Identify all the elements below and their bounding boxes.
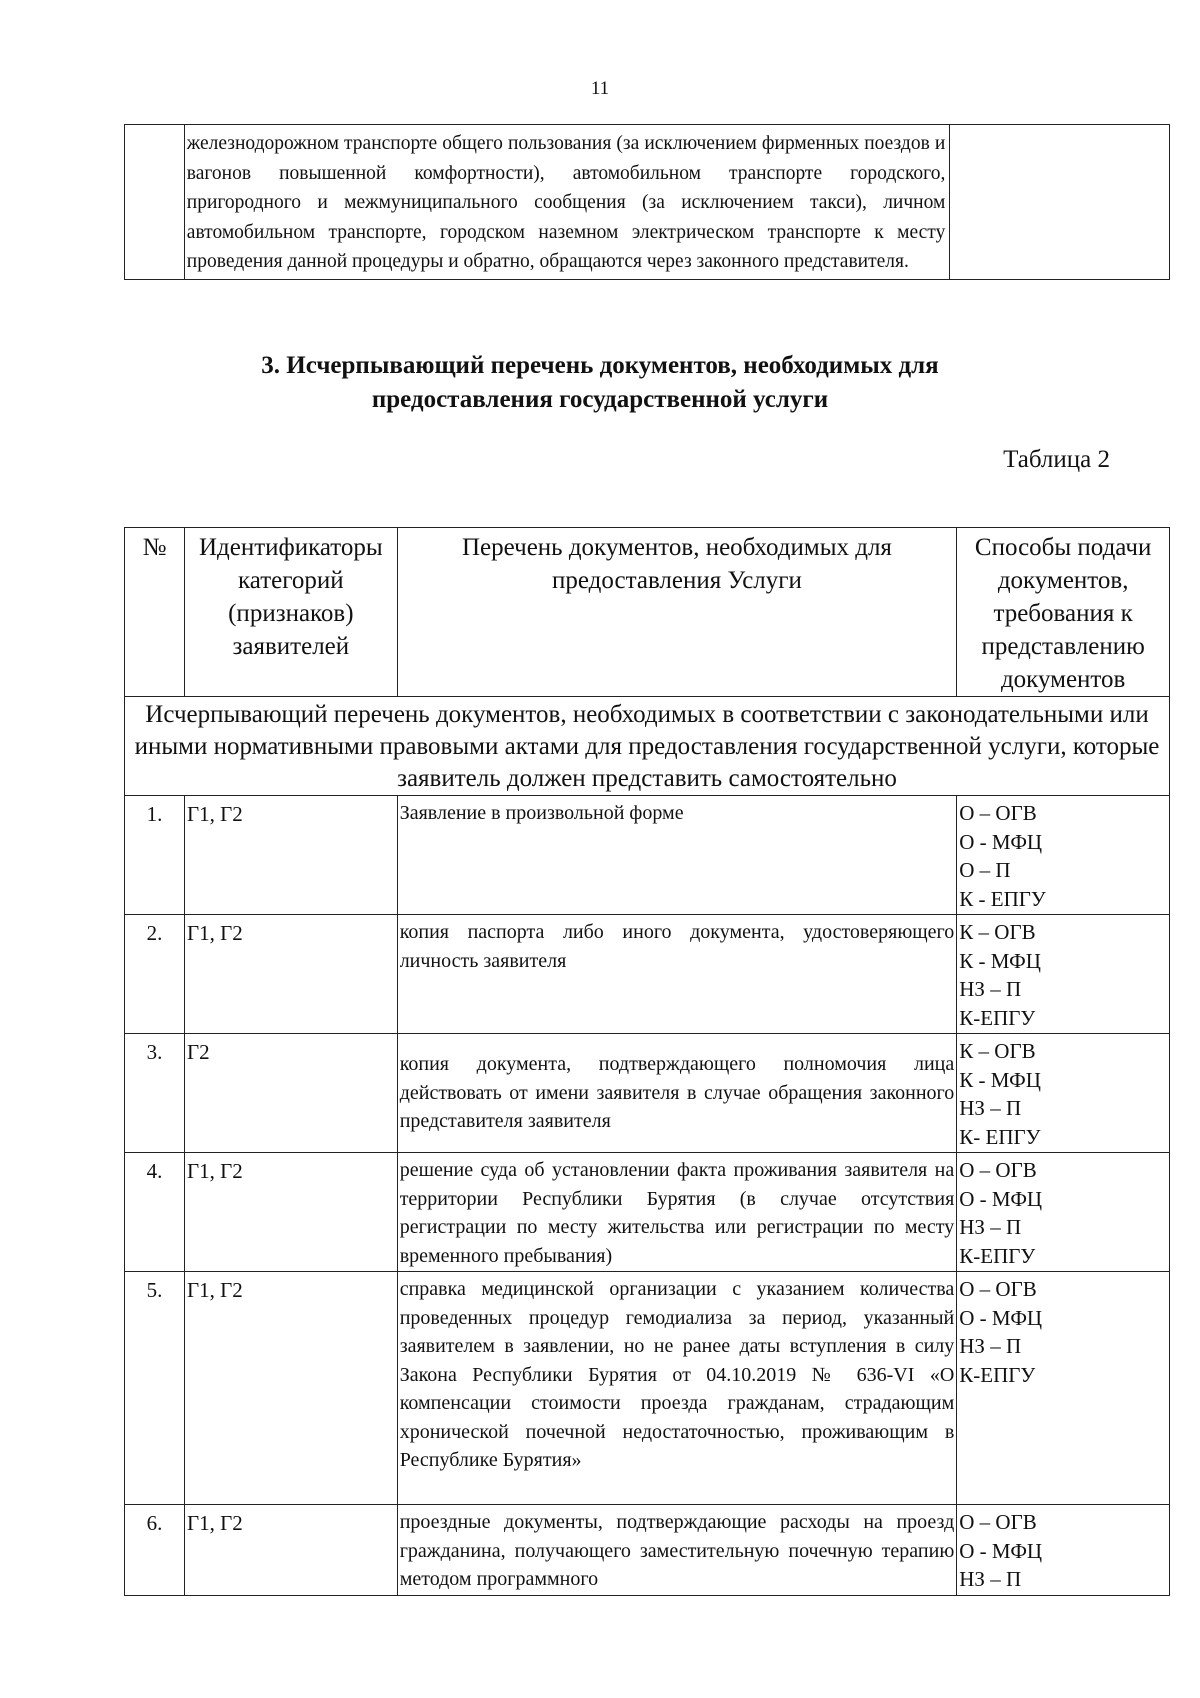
- method-item: О – ОГВ: [959, 1510, 1037, 1534]
- method-item: О - МФЦ: [959, 1305, 1043, 1330]
- method-item: НЗ – П: [959, 977, 1022, 1001]
- row-categories: Г1, Г2: [184, 1505, 397, 1596]
- row-methods: [957, 1034, 1170, 1153]
- page-number: 11: [590, 78, 610, 99]
- method-item: О – ОГВ: [959, 1277, 1037, 1301]
- header-number: №: [125, 528, 185, 697]
- method-item: К - ЕПГУ: [959, 886, 1046, 911]
- empty-cell: [950, 125, 1170, 280]
- table-row: [125, 1272, 1170, 1505]
- method-item: НЗ – П: [959, 1096, 1022, 1120]
- documents-table: [124, 527, 1170, 1596]
- row-categories: Г1, Г2: [184, 796, 397, 915]
- table-row: [125, 1153, 1170, 1272]
- section-row: [125, 697, 1170, 796]
- method-item: О - МФЦ: [959, 829, 1043, 854]
- row-categories: Г2: [184, 1034, 397, 1153]
- method-item: НЗ – П: [959, 1567, 1022, 1591]
- row-document: решение суда об установлении факта проживания заявителя на территории Республики Бурятия (в случае отсутствия регистрации по месту жительства или регистрации по месту временного пребывания): [397, 1153, 957, 1272]
- row-methods: [957, 796, 1170, 915]
- method-item: О – ОГВ: [959, 801, 1037, 825]
- table-row: [125, 1034, 1170, 1153]
- row-methods: [957, 915, 1170, 1034]
- row-document: Заявление в произвольной форме: [397, 796, 957, 915]
- method-item: К-ЕПГУ: [959, 1362, 1036, 1387]
- table-row: [125, 796, 1170, 915]
- row-categories: Г1, Г2: [184, 915, 397, 1034]
- header-documents: Перечень документов, необходимых для предоставления Услуги: [397, 528, 957, 697]
- method-item: К-ЕПГУ: [959, 1243, 1036, 1268]
- method-item: О – П: [959, 858, 1011, 882]
- row-categories: Г1, Г2: [184, 1272, 397, 1505]
- table-row: [125, 915, 1170, 1034]
- row-number: 4.: [125, 1153, 185, 1272]
- row-document: проездные документы, подтверждающие расходы на проезд гражданина, получающего заместительную почечную терапию методом программного: [397, 1505, 957, 1596]
- method-item: К – ОГВ: [959, 920, 1036, 944]
- row-number: 3.: [125, 1034, 185, 1153]
- header-categories: Идентификаторы категорий (признаков) заявителей: [184, 528, 397, 697]
- table-header-row: [125, 528, 1170, 697]
- row-number: 5.: [125, 1272, 185, 1505]
- method-item: О - МФЦ: [959, 1538, 1043, 1563]
- method-item: К - МФЦ: [959, 1067, 1041, 1092]
- method-item: О – ОГВ: [959, 1158, 1037, 1182]
- continuation-table: [124, 124, 1170, 280]
- empty-cell: [125, 125, 185, 280]
- row-document: справка медицинской организации с указанием количества проведенных процедур гемодиализа за период, указанный заявителем в заявлении, но не ранее даты вступления в силу Закона Республики Бурятия от 04.10.2019 № 636-VI «О компенсации стоимости проезда гражданам, страдающим хронической почечной недостаточностью, проживающим в Республике Бурятия»: [397, 1272, 957, 1505]
- section-heading-line1: 3. Исчерпывающий перечень документов, необходимых для: [261, 352, 939, 379]
- method-item: К – ОГВ: [959, 1039, 1036, 1063]
- row-methods: [957, 1272, 1170, 1505]
- table-row: [125, 1505, 1170, 1596]
- row-number: 6.: [125, 1505, 185, 1596]
- method-item: К - МФЦ: [959, 948, 1041, 973]
- row-number: 1.: [125, 796, 185, 915]
- method-item: К-ЕПГУ: [959, 1005, 1036, 1030]
- row-document: копия паспорта либо иного документа, удостоверяющего личность заявителя: [397, 915, 957, 1034]
- row-methods: [957, 1153, 1170, 1272]
- table-row: [125, 125, 1170, 280]
- row-methods: [957, 1505, 1170, 1596]
- header-methods: Способы подачи документов, требования к представлению документов: [957, 528, 1170, 697]
- method-item: К- ЕПГУ: [959, 1124, 1041, 1149]
- row-document: копия документа, подтверждающего полномочия лица действовать от имени заявителя в случае обращения законного представителя заявителя: [397, 1034, 957, 1153]
- section-heading-line2: предоставления государственной услуги: [371, 386, 829, 413]
- method-item: НЗ – П: [959, 1215, 1022, 1239]
- table-caption: Таблица 2: [1003, 446, 1110, 473]
- method-item: О - МФЦ: [959, 1186, 1043, 1211]
- row-number: 2.: [125, 915, 185, 1034]
- method-item: НЗ – П: [959, 1334, 1022, 1358]
- row-categories: Г1, Г2: [184, 1153, 397, 1272]
- section-row-text: Исчерпывающий перечень документов, необходимых в соответствии с законодательными или иными нормативными правовыми актами для предоставления государственной услуги, которые заявитель должен представить самостоятельно: [125, 697, 1170, 796]
- continuation-text: железнодорожном транспорте общего пользования (за исключением фирменных поездов и вагонов повышенной комфортности), автомобильном транспорте городского, пригородного и межмуниципального сообщения (за исключением такси), личном автомобильном транспорте, городском наземном электрическом транспорте к месту проведения данной процедуры и обратно, обращаются через законного представителя.: [184, 125, 950, 280]
